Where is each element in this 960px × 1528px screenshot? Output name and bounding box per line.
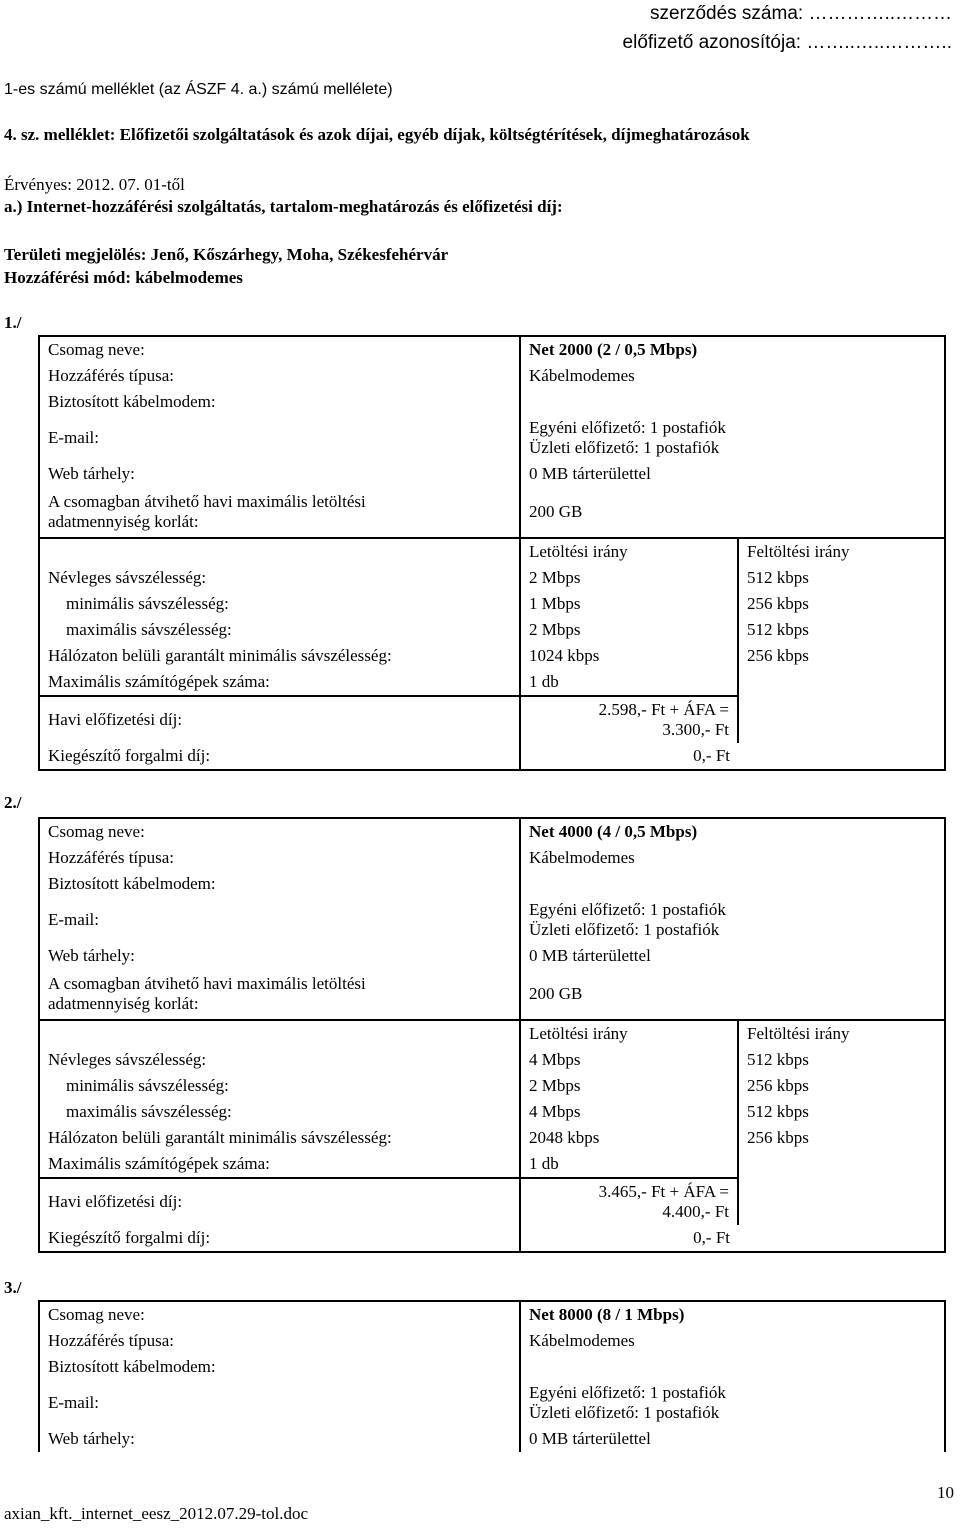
package-3-web: 0 MB tárterülettel [520,1426,944,1452]
label-extra-fee: Kiegészítő forgalmi díj: [48,1228,211,1247]
package-1-limit: 200 GB [520,487,944,538]
label-limit-1: A csomagban átvihető havi maximális letöltési [48,974,366,993]
package-2-web: 0 MB tárterülettel [520,943,944,969]
label-extra-fee: Kiegészítő forgalmi díj: [48,746,211,765]
label-email: E-mail: [48,428,99,447]
package-3-number: 3./ [4,1278,22,1297]
label-web: Web tárhely: [48,464,135,483]
package-2-min-down: 2 Mbps [520,1073,738,1099]
package-1-nominal-down: 2 Mbps [520,565,738,591]
label-package-name: Csomag neve: [48,822,145,841]
label-package-name: Csomag neve: [48,340,145,359]
label-web: Web tárhely: [48,946,135,965]
label-monthly-fee: Havi előfizetési díj: [40,696,520,743]
label-min-bw: minimális sávszélesség: [66,1076,229,1095]
download-direction-header: Letöltési irány [520,1020,738,1047]
package-2-access-type: Kábelmodemes [520,845,944,871]
package-2-min-up: 256 kbps [738,1073,944,1099]
package-2-max-up: 512 kbps [738,1099,944,1125]
package-1-web: 0 MB tárterülettel [520,461,944,487]
package-3-name: Net 8000 (8 / 1 Mbps) [520,1302,944,1328]
package-2-name: Net 4000 (4 / 0,5 Mbps) [520,819,944,845]
valid-from: Érvényes: 2012. 07. 01-től [4,175,185,194]
package-2-nominal-up: 512 kbps [738,1047,944,1073]
package-1-min-down: 1 Mbps [520,591,738,617]
download-direction-header: Letöltési irány [520,538,738,565]
package-1-fee-net: 2.598,- Ft + ÁFA = [598,700,729,719]
label-max-computers: Maximális számítógépek száma: [48,1154,270,1173]
package-2-table [38,817,946,1253]
package-2-max-computers: 1 db [520,1151,738,1178]
package-1-access-type: Kábelmodemes [520,363,944,389]
subscriber-id-line: előfizető azonosítója: ……..…..……….. [622,32,952,53]
label-modem: Biztosított kábelmodem: [48,392,216,411]
package-1-name: Net 2000 (2 / 0,5 Mbps) [520,337,944,363]
label-max-computers: Maximális számítógépek száma: [48,672,270,691]
package-1-table [38,335,946,771]
label-guaranteed: Hálózaton belüli garantált minimális sávszélesség: [48,646,392,665]
package-2-email-individual: Egyéni előfizető: 1 postafiók [529,900,726,919]
package-3-modem [520,1354,944,1380]
package-2-max-down: 4 Mbps [520,1099,738,1125]
label-access-type: Hozzáférés típusa: [48,848,175,867]
package-3-table [38,1300,946,1452]
label-access-type: Hozzáférés típusa: [48,366,175,385]
package-1-min-up: 256 kbps [738,591,944,617]
upload-direction-header: Feltöltési irány [738,538,944,565]
package-1-guaranteed-down: 1024 kbps [520,643,738,669]
package-2-email-business: Üzleti előfizető: 1 postafiók [529,920,720,939]
package-2-limit: 200 GB [520,969,944,1020]
package-2-nominal-down: 4 Mbps [520,1047,738,1073]
package-2-extra-fee: 0,- Ft [520,1225,738,1251]
label-nominal: Névleges sávszélesség: [48,1050,207,1069]
footer-filename: axian_kft._internet_eesz_2012.07.29-tol.doc [4,1504,309,1523]
contract-number-line: szerződés száma: …………..……… [650,3,952,24]
package-2-guaranteed-up: 256 kbps [738,1125,944,1151]
label-max-bw: maximális sávszélesség: [66,620,232,639]
label-access-type: Hozzáférés típusa: [48,1331,175,1350]
access-mode: Hozzáférési mód: kábelmodemes [4,268,243,287]
label-nominal: Névleges sávszélesség: [48,568,207,587]
label-guaranteed: Hálózaton belüli garantált minimális sávszélesség: [48,1128,392,1147]
package-1-nominal-up: 512 kbps [738,565,944,591]
package-1-max-computers: 1 db [520,669,738,696]
package-2-number: 2./ [4,793,22,812]
label-modem: Biztosított kábelmodem: [48,1357,216,1376]
package-1-extra-fee: 0,- Ft [520,743,738,769]
page-number: 10 [937,1483,954,1502]
label-max-bw: maximális sávszélesség: [66,1102,232,1121]
package-2-modem [520,871,944,897]
package-2-fee-net: 3.465,- Ft + ÁFA = [598,1182,729,1201]
package-2-fee-gross: 4.400,- Ft [662,1202,729,1221]
label-limit-2: adatmennyiség korlát: [48,512,199,531]
package-1-modem [520,389,944,415]
label-limit-2: adatmennyiség korlát: [48,994,199,1013]
area-designation: Területi megjelölés: Jenő, Kőszárhegy, Moha, Székesfehérvár [4,245,449,264]
label-email: E-mail: [48,1393,99,1412]
package-1-max-up: 512 kbps [738,617,944,643]
package-1-fee-gross: 3.300,- Ft [662,720,729,739]
package-2-guaranteed-down: 2048 kbps [520,1125,738,1151]
label-modem: Biztosított kábelmodem: [48,874,216,893]
package-1-guaranteed-up: 256 kbps [738,643,944,669]
label-web: Web tárhely: [48,1429,135,1448]
label-limit-1: A csomagban átvihető havi maximális letöltési [48,492,366,511]
section-a-title: a.) Internet-hozzáférési szolgáltatás, tartalom-meghatározás és előfizetési díj: [4,197,563,216]
label-package-name: Csomag neve: [48,1305,145,1324]
upload-direction-header: Feltöltési irány [738,1020,944,1047]
annex4-title: 4. sz. melléklet: Előfizetői szolgáltatások és azok díjai, egyéb díjak, költségtérítések, díjmeghatározások [4,125,750,144]
label-email: E-mail: [48,910,99,929]
label-monthly-fee: Havi előfizetési díj: [40,1178,520,1225]
package-1-number: 1./ [4,313,22,332]
package-1-email-individual: Egyéni előfizető: 1 postafiók [529,418,726,437]
label-min-bw: minimális sávszélesség: [66,594,229,613]
annex-title: 1-es számú melléklet (az ÁSZF 4. a.) számú mellélete) [4,81,393,98]
package-3-email-business: Üzleti előfizető: 1 postafiók [529,1403,720,1422]
package-3-email-individual: Egyéni előfizető: 1 postafiók [529,1383,726,1402]
package-1-max-down: 2 Mbps [520,617,738,643]
package-3-access-type: Kábelmodemes [520,1328,944,1354]
package-1-email-business: Üzleti előfizető: 1 postafiók [529,438,720,457]
